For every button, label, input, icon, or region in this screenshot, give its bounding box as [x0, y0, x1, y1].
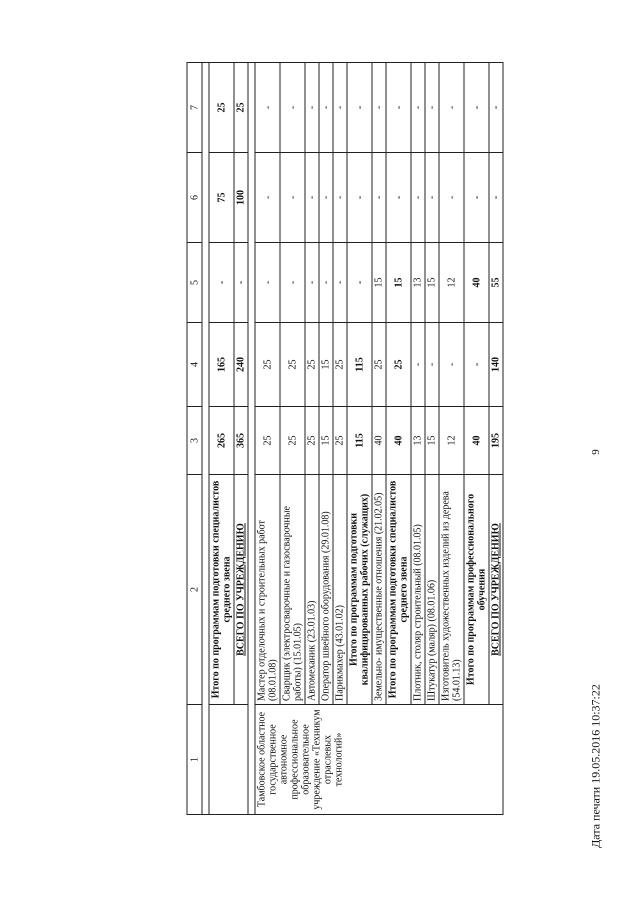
cell-value: 140	[489, 323, 503, 407]
table-row	[234, 63, 248, 815]
cell-value: -	[333, 153, 347, 243]
cell-value: 100	[234, 153, 248, 243]
col-number: 2	[187, 475, 202, 705]
cell-value: 365	[234, 407, 248, 475]
row-label: ВСЕГО ПО УЧРЕЖДЕНИЮ	[489, 475, 503, 705]
col-number: 6	[187, 153, 202, 243]
cell-value: -	[425, 63, 439, 153]
table-row	[319, 63, 333, 815]
cell-value: -	[372, 153, 386, 243]
cell-value: 40	[464, 243, 489, 323]
cell-value: -	[372, 63, 386, 153]
cell-value: 40	[386, 407, 411, 475]
cell-value: -	[425, 323, 439, 407]
enrollment-table	[187, 62, 504, 815]
cell-value: -	[319, 63, 333, 153]
cell-value: 15	[319, 407, 333, 475]
cell-value: 15	[386, 243, 411, 323]
print-date: Дата печати 19.05.2016 10:37:22	[588, 684, 603, 848]
cell-value: -	[425, 153, 439, 243]
cell-value: -	[489, 63, 503, 153]
cell-value: -	[209, 243, 234, 323]
cell-value: 75	[209, 153, 234, 243]
cell-value: 25	[280, 407, 305, 475]
cell-value: -	[255, 63, 280, 153]
cell-value: -	[439, 63, 464, 153]
col-number: 1	[187, 705, 202, 815]
cell-value: 115	[347, 407, 372, 475]
cell-value: -	[386, 153, 411, 243]
table-row	[425, 63, 439, 815]
cell-value: -	[305, 243, 319, 323]
cell-value: 240	[234, 323, 248, 407]
row-label: Автомеханик (23.01.03)	[305, 475, 319, 705]
cell-value: -	[319, 243, 333, 323]
cell-value: -	[234, 243, 248, 323]
row-label: Плотник, столяр строительный (08.01.05)	[411, 475, 425, 705]
cell-value: -	[305, 153, 319, 243]
cell-value: 25	[280, 323, 305, 407]
cell-value: -	[439, 323, 464, 407]
cell-value: 25	[255, 323, 280, 407]
row-label: Сварщик (электросварочные и газосварочные работы) (15.01.05)	[280, 475, 305, 705]
cell-value: 12	[439, 243, 464, 323]
org-cell-previous	[209, 705, 248, 815]
row-label: Итого по программам профессионального обучения	[464, 475, 489, 705]
row-label: Штукатур (маляр) (08.01.06)	[425, 475, 439, 705]
row-label: ВСЕГО ПО УЧРЕЖДЕНИЮ	[234, 475, 248, 705]
cell-value: 25	[386, 323, 411, 407]
cell-value: 265	[209, 407, 234, 475]
cell-value: -	[319, 153, 333, 243]
cell-value: 15	[425, 407, 439, 475]
table-row	[386, 63, 411, 815]
cell-value: -	[347, 243, 372, 323]
cell-value: -	[464, 323, 489, 407]
table-row	[209, 63, 234, 815]
table-row	[280, 63, 305, 815]
cell-value: -	[280, 153, 305, 243]
cell-value: -	[280, 63, 305, 153]
spacer-row	[248, 63, 255, 815]
cell-value: -	[439, 153, 464, 243]
organization-name: Тамбовское областное государственное автономное профессиональное образовательное учреждение «Техникум отраслевых технологий»	[255, 705, 503, 815]
cell-value: 12	[439, 407, 464, 475]
cell-value: -	[305, 63, 319, 153]
table-row	[305, 63, 319, 815]
cell-value: 13	[411, 407, 425, 475]
col-number: 3	[187, 407, 202, 475]
cell-value: -	[464, 63, 489, 153]
cell-value: 25	[333, 323, 347, 407]
cell-value: -	[333, 63, 347, 153]
table-row	[255, 63, 280, 815]
table-row	[372, 63, 386, 815]
cell-value: 115	[347, 323, 372, 407]
table-row	[411, 63, 425, 815]
cell-value: -	[347, 153, 372, 243]
cell-value: 25	[305, 323, 319, 407]
cell-value: -	[347, 63, 372, 153]
rotated-table-wrapper	[187, 63, 504, 815]
cell-value: -	[255, 243, 280, 323]
cell-value: 25	[305, 407, 319, 475]
col-number: 4	[187, 323, 202, 407]
cell-value: 195	[489, 407, 503, 475]
cell-value: -	[411, 153, 425, 243]
cell-value: -	[386, 63, 411, 153]
table-row	[347, 63, 372, 815]
row-label: Итого по программам подготовки специалистов среднего звена	[386, 475, 411, 705]
table-row	[439, 63, 464, 815]
cell-value: 25	[372, 323, 386, 407]
row-label: Изготовитель художественных изделий из дерева (54.01.13)	[439, 475, 464, 705]
cell-value: 40	[372, 407, 386, 475]
cell-value: 25	[255, 407, 280, 475]
row-label: Итого по программам подготовки квалифицированных рабочих (служащих)	[347, 475, 372, 705]
cell-value: -	[464, 153, 489, 243]
row-label: Оператор швейного оборудования (29.01.08)	[319, 475, 333, 705]
cell-value: 15	[425, 243, 439, 323]
cell-value: 165	[209, 323, 234, 407]
cell-value: -	[411, 323, 425, 407]
cell-value: 13	[411, 243, 425, 323]
row-label: Земельно- имущественные отношения (21.02.05)	[372, 475, 386, 705]
cell-value: -	[255, 153, 280, 243]
row-label: Итого по программам подготовки специалистов среднего звена	[209, 475, 234, 705]
table-row	[333, 63, 347, 815]
col-number: 5	[187, 243, 202, 323]
cell-value: 25	[333, 407, 347, 475]
col-number: 7	[187, 63, 202, 153]
spacer-row	[202, 63, 209, 815]
cell-value: 15	[319, 323, 333, 407]
table-row	[489, 63, 503, 815]
row-label: Парикмахер (43.01.02)	[333, 475, 347, 705]
cell-value: -	[411, 63, 425, 153]
cell-value: -	[489, 153, 503, 243]
cell-value: 15	[372, 243, 386, 323]
page-number: 9	[590, 449, 602, 455]
cell-value: -	[333, 243, 347, 323]
row-label: Мастер отделочных и строительных работ (08.01.08)	[255, 475, 280, 705]
cell-value: 25	[234, 63, 248, 153]
column-number-row	[187, 63, 202, 815]
table-row	[464, 63, 489, 815]
cell-value: 40	[464, 407, 489, 475]
cell-value: 55	[489, 243, 503, 323]
cell-value: -	[280, 243, 305, 323]
cell-value: 25	[209, 63, 234, 153]
